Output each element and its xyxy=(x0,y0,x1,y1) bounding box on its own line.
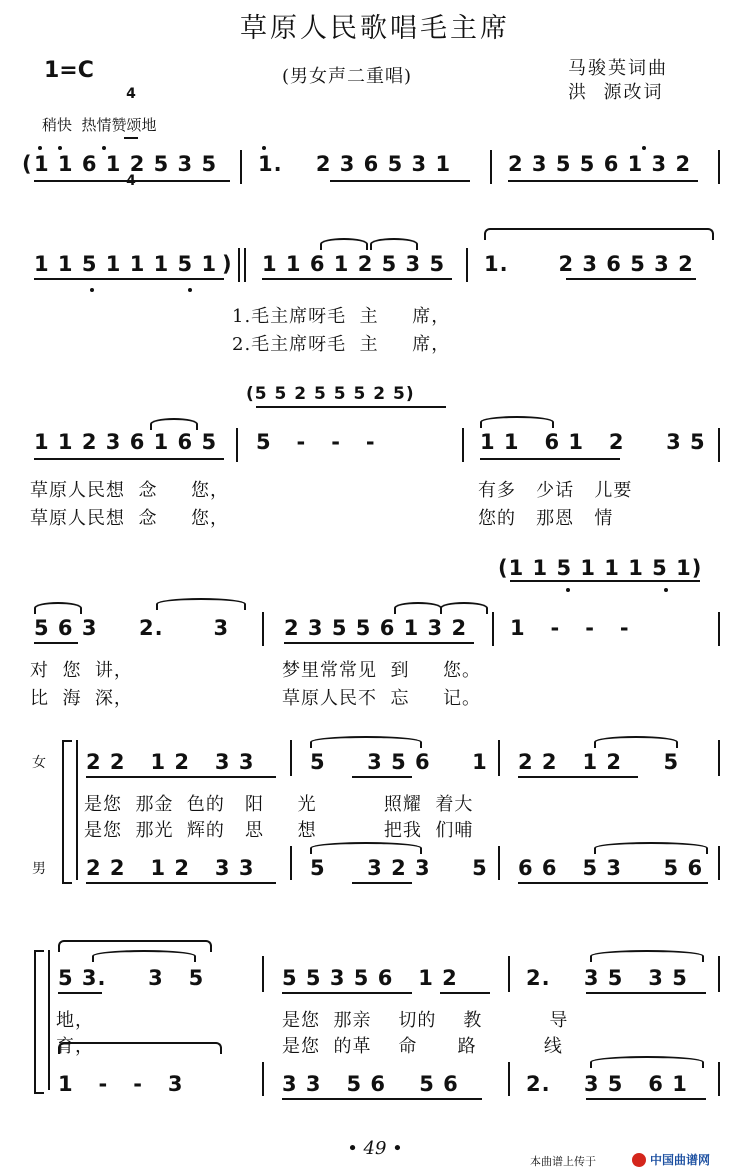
barline xyxy=(492,612,494,646)
underline-beam xyxy=(586,992,706,994)
underline-beam xyxy=(262,278,452,280)
measure-2: 1. 2 3 6 5 3 1 xyxy=(258,152,452,176)
low-octave-dot xyxy=(566,588,570,592)
credit-line-2: 洪 源改词 xyxy=(568,82,664,103)
underline-beam xyxy=(282,1098,482,1100)
lyric-verse-1-cont: 有多 少话 儿要 xyxy=(478,480,633,501)
barline xyxy=(262,612,264,646)
octave-dot xyxy=(102,146,106,150)
underline-beam xyxy=(34,458,224,460)
tempo-marking: 稍快 热情赞颂地 xyxy=(42,116,157,134)
low-octave-dot xyxy=(664,588,668,592)
male-measure-17: 3 3 5 6 5 6 xyxy=(282,1072,459,1096)
measure-12: 1 - - - xyxy=(510,616,630,640)
staff-bracket xyxy=(34,950,44,1094)
underline-beam xyxy=(480,458,620,460)
lyric-verse-1: 地， xyxy=(56,1010,94,1031)
octave-dot xyxy=(262,146,266,150)
barline xyxy=(498,740,500,776)
slur xyxy=(594,736,678,748)
barline xyxy=(262,956,264,992)
measure-6: 1. 2 3 6 5 3 2 xyxy=(484,252,694,276)
barline xyxy=(462,428,464,462)
underline-beam xyxy=(34,278,224,280)
barline xyxy=(718,740,720,776)
underline-beam xyxy=(518,882,708,884)
female-measure-13: 2 2 1 2 3 3 xyxy=(86,750,255,774)
slur xyxy=(590,950,704,962)
slur xyxy=(480,416,554,428)
underline-beam xyxy=(508,180,698,182)
male-measure-15: 6 6 5 3 5 6 xyxy=(518,856,704,880)
interlude-notes: 1 1 5 1 1 1 5 1 xyxy=(508,556,692,580)
female-measure-14: 5 3 5 6 1 xyxy=(310,750,488,774)
page-number: • 49 • xyxy=(347,1138,403,1159)
barline xyxy=(718,956,720,992)
measure-1: 1 1 6 1 2 5 3 5 xyxy=(34,152,218,176)
lyric-verse-1: 草原人民想 念 您， xyxy=(30,480,230,501)
barline xyxy=(290,740,292,776)
lyric-verse-1-cont: 梦里常常见 到 您。 xyxy=(282,660,482,681)
lyric-verse-1-cont: 是您 那亲 切的 教 导 xyxy=(282,1010,569,1031)
underline-beam xyxy=(330,180,470,182)
barline xyxy=(466,248,468,282)
underline-beam xyxy=(86,776,276,778)
song-title: 草原人民歌唱毛主席 xyxy=(240,13,510,44)
tie xyxy=(156,598,246,610)
underline-beam xyxy=(256,406,446,408)
lyric-verse-2: 草原人民想 念 您， xyxy=(30,508,230,529)
measure-11: 2 3 5 5 6 1 3 2 xyxy=(284,616,468,640)
barline xyxy=(290,846,292,880)
barline xyxy=(262,1062,264,1096)
meter-top: 4 xyxy=(126,86,136,102)
upload-note: 本曲谱上传于 xyxy=(530,1155,596,1168)
measure-8: 5 - - - xyxy=(256,430,376,454)
male-measure-14: 5 3 2 3 5 xyxy=(310,856,488,880)
octave-dot xyxy=(642,146,646,150)
underline-beam xyxy=(566,278,696,280)
barline xyxy=(240,150,242,184)
lyric-verse-2-cont: 是您 的革 命 路 线 xyxy=(282,1036,563,1057)
lyric-verse-2: 2.毛主席呀毛 主 席， xyxy=(232,334,451,355)
lyric-verse-1: 1.毛主席呀毛 主 席， xyxy=(232,306,451,327)
double-barline xyxy=(244,248,246,282)
slur xyxy=(370,238,418,250)
underline-beam xyxy=(518,776,638,778)
underline-beam xyxy=(352,882,412,884)
staff-bracket xyxy=(62,740,72,884)
credit-line-1: 马骏英词曲 xyxy=(568,58,668,79)
octave-dot xyxy=(38,146,42,150)
barline xyxy=(718,612,720,646)
underline-beam xyxy=(586,1098,706,1100)
measure-5: 1 1 6 1 2 5 3 5 xyxy=(262,252,446,276)
key-signature: 1=C xyxy=(44,58,94,83)
male-measure-13: 2 2 1 2 3 3 xyxy=(86,856,255,880)
female-measure-18: 2. 3 5 3 5 xyxy=(526,966,688,990)
lyric-verse-2-cont: 您的 那恩 情 xyxy=(478,508,614,529)
barline xyxy=(498,846,500,880)
barline xyxy=(508,956,510,992)
interlude-1: (5 5 2 5 5 5 2 5) xyxy=(246,384,415,404)
female-measure-15: 2 2 1 2 5 xyxy=(518,750,680,774)
low-octave-dot xyxy=(188,288,192,292)
lyric-verse-1: 对 您 讲， xyxy=(30,660,133,681)
octave-dot xyxy=(58,146,62,150)
tie xyxy=(58,1042,222,1054)
slur xyxy=(320,238,368,250)
barline xyxy=(508,1062,510,1096)
barline xyxy=(490,150,492,184)
measure-9: 1 1 6 1 2 3 5 xyxy=(480,430,706,454)
measure-7: 1 1 2 3 6 1 6 5 xyxy=(34,430,218,454)
male-part-label: 男 xyxy=(32,861,46,877)
site-name-link[interactable]: 中国曲谱网 xyxy=(650,1153,711,1167)
female-measure-16: 5 3. 3 5 xyxy=(58,966,205,990)
lyric-verse-2: 比 海 深， xyxy=(30,688,133,709)
slur xyxy=(590,1056,704,1068)
underline-beam xyxy=(58,992,102,994)
female-part-label: 女 xyxy=(32,755,46,771)
interlude-2: (1 1 5 1 1 1 5 1) xyxy=(498,556,703,580)
barline xyxy=(718,150,720,184)
underline-beam xyxy=(282,992,412,994)
female-measure-17: 5 5 3 5 6 1 2 xyxy=(282,966,458,990)
tie xyxy=(310,842,422,854)
measure-4: 1 1 5 1 1 1 5 1 xyxy=(34,252,218,276)
measure-10: 5 6 3 2. 3 xyxy=(34,616,230,640)
underline-beam xyxy=(284,642,474,644)
barline xyxy=(718,846,720,880)
low-octave-dot xyxy=(90,288,94,292)
system-barline xyxy=(48,950,50,1090)
male-measure-18: 2. 3 5 6 1 xyxy=(526,1072,688,1096)
male-measure-16: 1 - - 3 xyxy=(58,1072,184,1096)
underline-beam xyxy=(440,992,490,994)
system-barline xyxy=(76,740,78,880)
lyric-verse-2-cont: 草原人民不 忘 记。 xyxy=(282,688,482,709)
barline xyxy=(718,1062,720,1096)
paren-open: ( xyxy=(22,152,33,176)
interlude-notes: 5 5 2 5 5 5 2 5 xyxy=(254,384,406,404)
paren-close: ) xyxy=(222,252,233,276)
lyric-verse-2: 育， xyxy=(56,1036,94,1057)
slur xyxy=(34,602,82,614)
underline-beam xyxy=(34,180,230,182)
slur xyxy=(150,418,198,430)
underline-beam xyxy=(34,642,78,644)
underline-beam xyxy=(510,580,700,582)
underline-beam xyxy=(86,882,276,884)
slur xyxy=(594,842,708,854)
barline xyxy=(236,428,238,462)
slur xyxy=(394,602,442,614)
subtitle: (男女声二重唱) xyxy=(282,66,413,87)
site-logo-icon xyxy=(632,1153,646,1167)
slur xyxy=(440,602,488,614)
barline xyxy=(718,428,720,462)
double-barline xyxy=(238,248,240,282)
lyric-verse-2: 是您 那光 辉的 思 想 把我 们哺 xyxy=(84,820,474,841)
underline-beam xyxy=(352,776,412,778)
tie xyxy=(484,228,714,240)
lyric-verse-1: 是您 那金 色的 阳 光 照耀 着大 xyxy=(84,794,474,815)
slur xyxy=(92,950,196,962)
tie xyxy=(310,736,422,748)
measure-3: 2 3 5 5 6 1 3 2 xyxy=(508,152,692,176)
